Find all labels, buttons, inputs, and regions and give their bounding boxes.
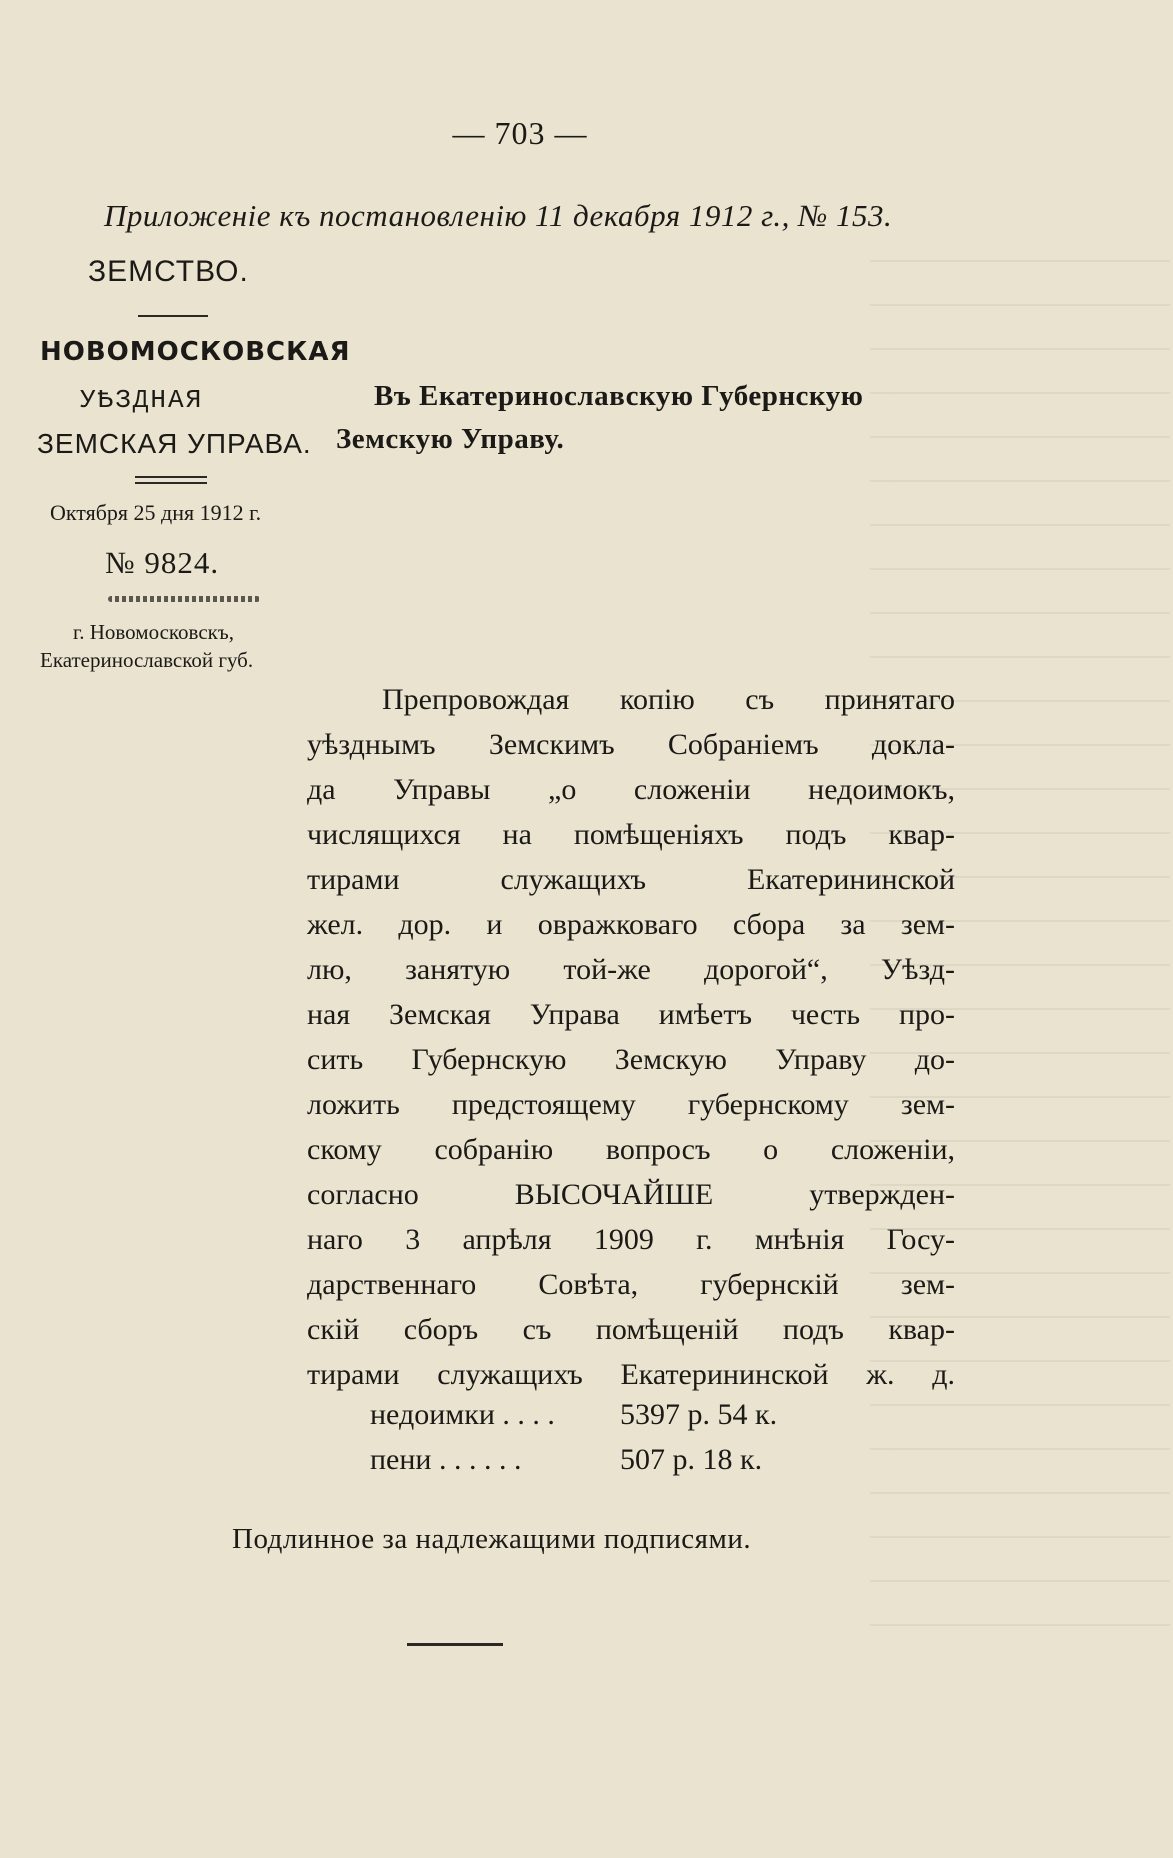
closing-line: Подлинное за надлежащими подписями. <box>232 1523 752 1555</box>
addressee-line-1: Въ Екатеринославскую Губернскую <box>374 380 864 412</box>
body-line: уѣзднымъ Земскимъ Собраніемъ докла- <box>307 728 955 761</box>
wavy-divider <box>108 596 260 602</box>
body-line: тирами служащихъ Екатерининской ж. д. <box>307 1358 955 1391</box>
body-line: ложить предстоящему губернскому зем- <box>307 1088 955 1121</box>
letterhead-org-line-1: НОВОМОСКОВСКАЯ <box>40 337 351 367</box>
letterhead-zemstvo: ЗЕМСТВО. <box>88 255 249 288</box>
letterhead-org-line-2: УѢЗДНАЯ <box>80 385 204 415</box>
letter-body <box>307 677 955 1397</box>
letter-number: № 9824. <box>105 545 220 580</box>
body-line: сить Губернскую Земскую Управу до- <box>307 1043 955 1076</box>
body-line: Препровождая копію съ принятаго <box>382 683 955 716</box>
letterhead-divider <box>138 315 208 317</box>
body-line: да Управы „о сложеніи недоимокъ, <box>307 773 955 806</box>
page-number: — 703 — <box>452 115 588 151</box>
body-line: лю, занятую той-же дорогой“, Уѣзд- <box>307 953 955 986</box>
body-line: тирами служащихъ Екатерининской <box>307 863 955 896</box>
figure-row-arrears <box>370 1398 777 1432</box>
figure-label: пени . . . . . . <box>370 1443 522 1476</box>
appendix-note: Приложеніе къ постановленію 11 декабря 1912 г., № 153. <box>104 198 893 233</box>
letterhead-org-line-3: ЗЕМСКАЯ УПРАВА. <box>37 428 312 459</box>
body-line: ная Земская Управа имѣетъ честь про- <box>307 998 955 1031</box>
body-line: согласно ВЫСОЧАЙШЕ утвержден- <box>307 1178 955 1211</box>
figure-row-penalties <box>370 1443 762 1477</box>
figure-amount: 5397 р. 54 к. <box>620 1398 778 1431</box>
body-line: жел. дор. и овражковаго сбора за зем- <box>307 908 955 941</box>
letterhead-double-rule-top <box>135 476 207 478</box>
place-line-1: г. Новомосковскъ, <box>73 620 234 644</box>
body-line: наго 3 апрѣля 1909 г. мнѣнія Госу- <box>307 1223 955 1256</box>
letter-date: Октября 25 дня 1912 г. <box>50 500 262 525</box>
figure-label: недоимки . . . . <box>370 1398 555 1431</box>
place-line-2: Екатеринославской губ. <box>40 648 254 672</box>
addressee-line-2: Земскую Управу. <box>336 423 565 455</box>
end-rule <box>407 1643 503 1646</box>
figure-amount: 507 р. 18 к. <box>620 1443 763 1476</box>
body-line: числящихся на помѣщеніяхъ подъ квар- <box>307 818 955 851</box>
body-line: дарственнаго Совѣта, губернскій зем- <box>307 1268 955 1301</box>
body-line: скій сборъ съ помѣщеній подъ квар- <box>307 1313 955 1346</box>
body-line: скому собранію вопросъ о сложеніи, <box>307 1133 955 1166</box>
letterhead-double-rule-bottom <box>135 482 207 484</box>
